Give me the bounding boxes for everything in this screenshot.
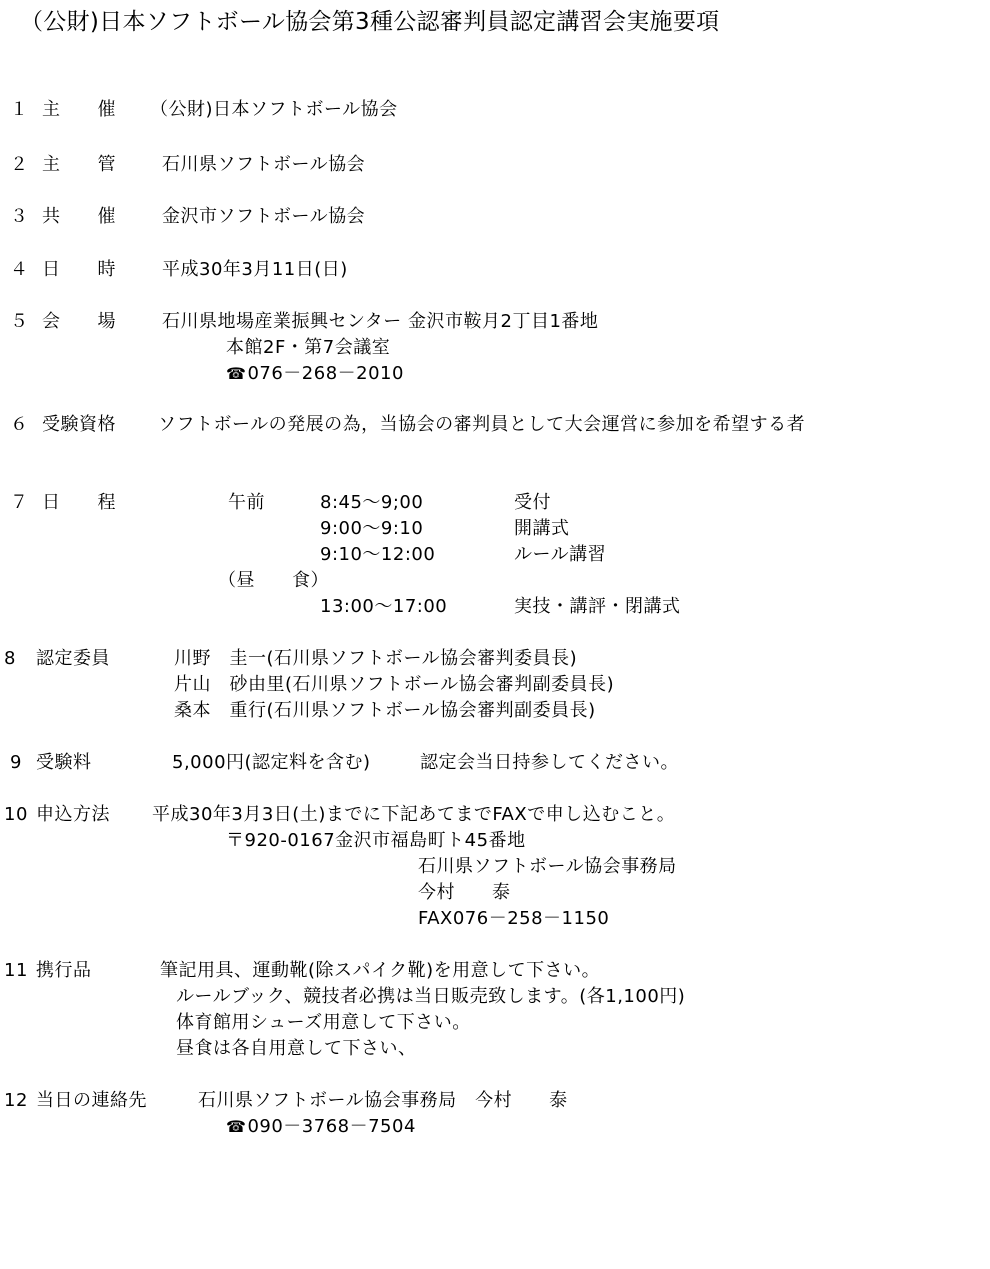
schedule-item: ルール講習	[514, 544, 607, 565]
belongings-item: 筆記用具、運動靴(除スパイク靴)を用意して下さい。	[160, 960, 601, 981]
venue-name: 石川県地場産業振興センター 金沢市鞍月2丁目1番地	[162, 311, 599, 332]
contact-value: 石川県ソフトボール協会事務局 今村 泰	[198, 1090, 568, 1111]
schedule-item: 実技・講評・閉講式	[514, 596, 681, 617]
venue-room: 本館2F・第7会議室	[226, 337, 391, 358]
application-fax: FAX076－258－1150	[418, 908, 610, 929]
section-label: 申込方法	[36, 804, 110, 825]
section-label: 携行品	[36, 960, 92, 981]
schedule-time: 8:45～9;00	[320, 492, 424, 513]
section-number: ４	[10, 259, 29, 280]
section-number: 10	[4, 804, 28, 825]
application-address: 〒920-0167金沢市福島町ト45番地	[226, 830, 526, 851]
section-label: 受験料	[36, 752, 92, 773]
section-label: 主 管	[42, 154, 116, 175]
section-label: 共 催	[42, 206, 116, 227]
section-value: 石川県ソフトボール協会	[162, 154, 366, 175]
fee-note: 認定会当日持参してください。	[420, 752, 679, 773]
section-value: 平成30年3月11日(日)	[162, 259, 348, 280]
section-label: 主 催	[42, 99, 116, 120]
application-person: 今村 泰	[418, 882, 511, 903]
page-title: （公財)日本ソフトボール協会第3種公認審判員認定講習会実施要項	[20, 9, 720, 35]
committee-member: 桑本 重行(石川県ソフトボール協会審判副委員長)	[174, 700, 596, 721]
committee-member: 川野 圭一(石川県ソフトボール協会審判委員長)	[174, 648, 578, 669]
section-value: ソフトボールの発展の為，当協会の審判員として大会運営に参加を希望する者	[158, 414, 806, 435]
section-value: （公財)日本ソフトボール協会	[150, 99, 398, 120]
section-number: ７	[10, 492, 29, 513]
section-label: 認定委員	[36, 648, 110, 669]
section-number: １	[10, 99, 29, 120]
schedule-morning-label: 午前	[228, 492, 265, 513]
telephone-icon: ☎	[226, 1117, 247, 1136]
section-number: 9	[10, 752, 22, 773]
schedule-time: 13:00～17:00	[320, 596, 448, 617]
section-number: 12	[4, 1090, 28, 1111]
schedule-lunch-label: （昼 食）	[218, 570, 329, 591]
section-number: ３	[10, 206, 29, 227]
section-label: 日 時	[42, 259, 116, 280]
belongings-item: ルールブック、競技者必携は当日販売致します。(各1,100円)	[176, 986, 686, 1007]
schedule-item: 開講式	[514, 518, 570, 539]
fee-amount: 5,000円(認定料を含む)	[172, 752, 371, 773]
contact-phone	[226, 1116, 416, 1138]
section-number: ６	[10, 414, 29, 435]
telephone-icon: ☎	[226, 364, 247, 383]
section-number: ２	[10, 154, 29, 175]
application-deadline: 平成30年3月3日(土)までに下記あてまでFAXで申し込むこと。	[152, 804, 676, 825]
section-label: 受験資格	[42, 414, 116, 435]
section-value: 金沢市ソフトボール協会	[162, 206, 366, 227]
venue-phone-number: 076－268－2010	[247, 363, 404, 384]
belongings-item: 体育館用シューズ用意して下さい。	[176, 1012, 471, 1033]
section-label: 会 場	[42, 311, 116, 332]
schedule-time: 9:10～12:00	[320, 544, 436, 565]
application-org: 石川県ソフトボール協会事務局	[418, 856, 677, 877]
committee-member: 片山 砂由里(石川県ソフトボール協会審判副委員長)	[174, 674, 615, 695]
section-number: 11	[4, 960, 28, 981]
section-number: ５	[10, 311, 29, 332]
venue-phone	[226, 363, 404, 385]
section-number: 8	[4, 648, 16, 669]
schedule-time: 9:00～9:10	[320, 518, 424, 539]
schedule-item: 受付	[514, 492, 551, 513]
contact-phone-number: 090－3768－7504	[247, 1116, 416, 1137]
section-label: 当日の連絡先	[36, 1090, 147, 1111]
belongings-item: 昼食は各自用意して下さい、	[176, 1038, 417, 1059]
section-label: 日 程	[42, 492, 116, 513]
